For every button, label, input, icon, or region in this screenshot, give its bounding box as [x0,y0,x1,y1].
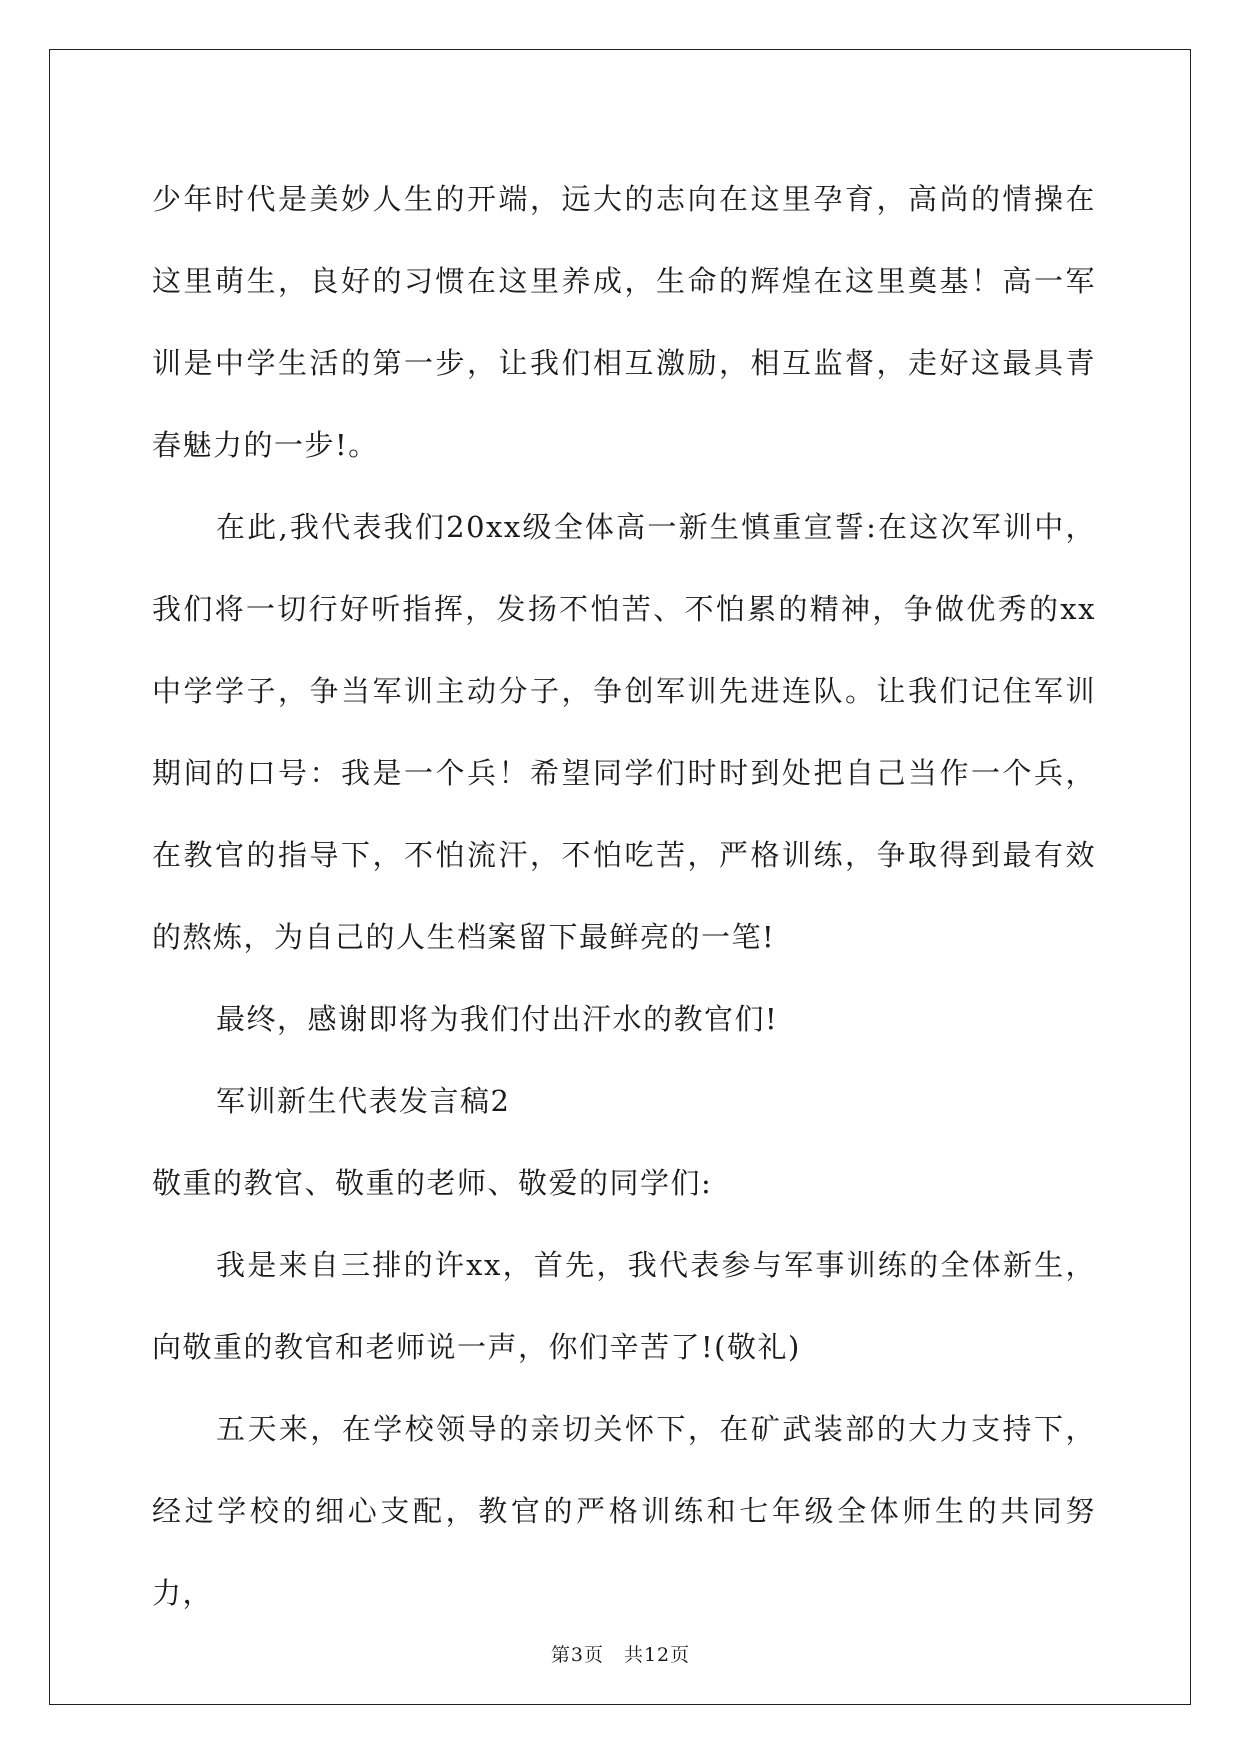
salutation: 敬重的教官、敬重的老师、敬爱的同学们: [152,1166,713,1200]
paragraph-3: 最终，感谢即将为我们付出汗水的教官们! [216,1002,779,1036]
document-body [152,158,1096,1634]
paragraph-7: 五天来，在学校领导的亲切关怀下，在矿武装部的大力支持下，经过学校的细心支配，教官的严格训练和七年级全体师生的共同努力， [152,1412,1096,1610]
section-heading: 军训新生代表发言稿2 [216,1084,511,1118]
paragraph-2: 在此,我代表我们20xx级全体高一新生慎重宣誓:在这次军训中，我们将一切行好听指挥，发扬不怕苦、不怕累的精神，争做优秀的xx中学学子，争当军训主动分子，争创军训先进连队。让我们记住军训期间的口号：我是一个兵！希望同学们时时到处把自己当作一个兵，在教官的指导下，不怕流汗，不怕吃苦，严格训练，争取得到最有效的熬炼，为自己的人生档案留下最鲜亮的一笔! [152,510,1096,954]
paragraph-6: 我是来自三排的许xx，首先，我代表参与军事训练的全体新生，向敬重的教官和老师说一声，你们辛苦了!(敬礼) [152,1248,1096,1364]
paragraph-1: 少年时代是美妙人生的开端，远大的志向在这里孕育，高尚的情操在这里萌生，良好的习惯在这里养成，生命的辉煌在这里奠基！高一军训是中学生活的第一步，让我们相互激励，相互监督，走好这最具青春魅力的一步!。 [152,182,1096,462]
page-footer: 第3页 共12页 [550,1644,691,1666]
